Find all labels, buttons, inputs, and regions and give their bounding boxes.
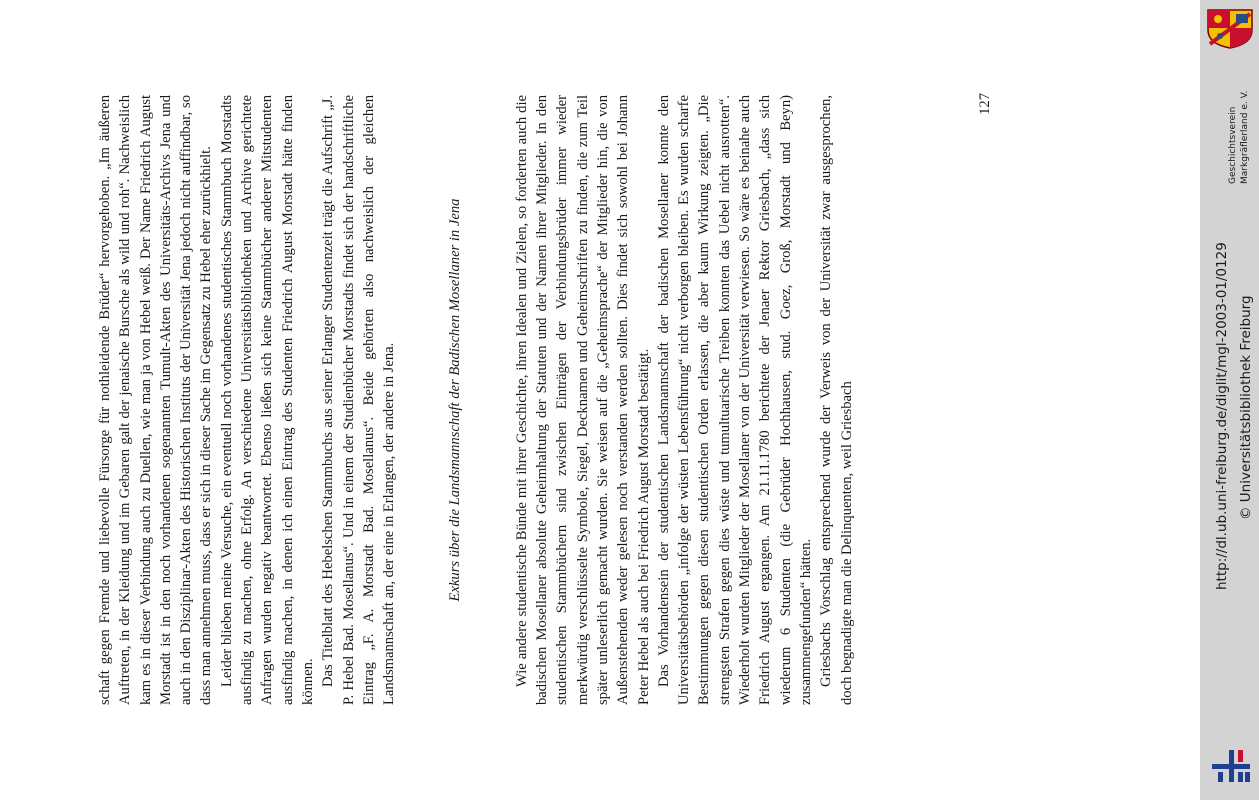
book-page bbox=[95, 95, 1005, 705]
copyright-notice: © Universitätsbibliothek Freiburg bbox=[1238, 295, 1254, 520]
society-name-line2: Markgräflerland e. V. bbox=[1240, 90, 1250, 184]
paragraph-bottom-1: Wie andere studentische Bünde mit ihrer Geschichte, ihren Idealen und Zielen, so forderten auch die badischen Mosellaner absolute Geheimhaltung der Statuten und der Namen ihrer Mitglieder. In den studentischen Stammbüchern sind zwischen Einträgen der Verbindungsbrüder immer wieder merkwürdig verschlüsselte Symbole, Siegel, Decknamen und Geheimschriften zu finden, die zum Teil später unleserlich gemacht wurden. Sie weisen auf die „Geheimsprache“ der Mitglieder hin, die von Außenstehenden weder gelesen noch verstanden werden sollten. Dies findet sich sowohl bei Johann Peter Hebel als auch bei Friedrich August Morstadt bestätigt. bbox=[513, 95, 652, 705]
ub-freiburg-logo-icon bbox=[1210, 748, 1252, 784]
page-number: 127 bbox=[977, 93, 993, 115]
paragraph-bottom-2: Das Vorhandensein der studentischen Landsmannschaft der badischen Mosellaner konnte den Universitätsbehörden „infolge der wüsten Lebensführung“ nicht verborgen bleiben. Es wurden scharfe Bestimmungen gegen diesen studentischen Orden erlassen, die aber kaum Wirkung zeigten. „Die strengsten Strafen gegen dies wüste und tumultuarische Treiben konnten das Uebel nicht ausrotten“. Wiederholt wurden Mitglieder der Mosellaner von der Universität verwiesen. So wäre es beinahe auch Friedrich August ergangen. Am 21.11.1780 berichtete der Jenaer Rektor Griesbach, „dass sich wiederum 6 Studenten (die Gebrüder Hochhausen, stud. Goez, Groß, Morstadt und Beyn) zusammengefunden“ hätten. bbox=[655, 95, 814, 705]
paragraph-bottom-3: Griesbachs Vorschlag entsprechend wurde der Verweis von der Universität zwar ausgesprochen, doch begnadigte man die Delinquenten, weil Griesbach bbox=[818, 95, 855, 705]
source-url-link[interactable]: http://dl.ub.uni-freiburg.de/diglit/mgl-2003-01/0129 bbox=[1214, 242, 1230, 590]
coat-of-arms-icon bbox=[1206, 8, 1254, 50]
society-name-line1: Geschichtsverein bbox=[1228, 106, 1238, 184]
section-heading: Exkurs über die Landsmannschaft der Badischen Mosellaner in Jena bbox=[447, 198, 464, 602]
paragraph-top-2: Leider blieben meine Versuche, ein eventuell noch vorhandenes studentisches Stammbuch Morstadts ausfindig zu machen, ohne Erfolg. An verschiedene Universitätsbibliotheken und Archive gerichtete Anfragen wurden negativ beantwortet. Ebenso ließen sich keine Stammbücher anderer Mitstudenten ausfindig machen, in denen ich einen Eintrag des Studenten Friedrich August Morstadt hätte finden können. bbox=[218, 95, 316, 705]
paragraph-top-1: schaft gegen Fremde und liebevolle Fürsorge für nothleidende Brüder“ hervorgehoben. „Im äußeren Auftreten, in der Kleidung und im Gebaren galt der jenaische Bursche als wild und roh“. Nachweislich kam es in dieser Verbindung auch zu Duellen, wie man ja von Hebel weiß. Der Name Friedrich August Morstadt ist in den noch vorhandenen sogenannten Tumult-Akten des Universitäts-Archivs Jena und auch in den Disziplinar-Akten des Historischen Instituts der Universität Jena jedoch nicht auffindbar, so dass man annehmen muss, dass er sich in dieser Sache im Gegensatz zu Hebel eher zurückhielt. bbox=[97, 95, 215, 705]
paragraph-top-3: Das Titelblatt des Hebelschen Stammbuchs aus seiner Erlanger Studentenzeit trägt die Aufschrift „J. P. Hebel Bad. Mosellanus“. Und in einem der Studienbücher Morstadts findet sich der handschriftliche Eintrag „F. A. Morstadt Bad. Mosellanus“. Beide gehörten also nachweislich der gleichen Landsmannschaft an, der eine in Erlangen, der andere in Jena. bbox=[320, 95, 398, 705]
